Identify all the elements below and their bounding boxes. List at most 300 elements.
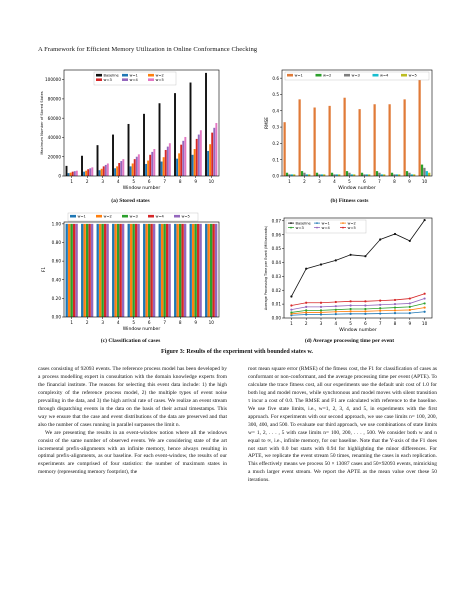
- bar: [195, 224, 197, 317]
- x-tick-label: 2: [304, 321, 308, 326]
- x-tick-label: 2: [85, 320, 89, 325]
- bar: [112, 135, 114, 176]
- bar: [161, 224, 163, 317]
- bar: [120, 161, 122, 176]
- bar: [212, 224, 214, 317]
- data-point: [335, 311, 337, 313]
- x-tick-label: 1: [70, 179, 74, 184]
- bar: [184, 224, 186, 317]
- y-tick-label: 0.20: [51, 295, 61, 301]
- data-point: [320, 306, 322, 308]
- x-axis-label: Window number: [338, 186, 376, 191]
- bar: [165, 150, 167, 176]
- y-tick-label: 0.6: [272, 75, 279, 81]
- data-point: [320, 302, 322, 304]
- legend-label: w=2: [155, 73, 164, 78]
- y-tick-label: 0.01: [271, 301, 281, 307]
- data-point: [364, 255, 366, 257]
- bar: [180, 145, 182, 176]
- legend-marker: [342, 222, 344, 224]
- y-tick-label: 0.04: [271, 260, 281, 266]
- data-point: [409, 306, 411, 308]
- legend-swatch: [96, 74, 102, 77]
- bar: [163, 157, 165, 176]
- legend-marker: [290, 222, 292, 224]
- bar: [130, 224, 132, 317]
- bar: [83, 172, 85, 176]
- data-point: [320, 311, 322, 313]
- bar: [84, 224, 86, 317]
- bar: [122, 159, 124, 176]
- bar: [174, 93, 176, 176]
- bar: [66, 166, 68, 176]
- y-tick-label: 80000: [47, 96, 61, 102]
- bar: [210, 224, 212, 317]
- data-point: [350, 313, 352, 315]
- data-point: [394, 312, 396, 314]
- bar: [208, 224, 210, 317]
- bar: [122, 224, 124, 317]
- legend-label: w=2: [347, 221, 356, 226]
- legend-swatch: [148, 78, 154, 81]
- data-point: [394, 299, 396, 301]
- y-tick-label: 0.40: [51, 277, 61, 283]
- bar: [132, 163, 134, 176]
- y-axis-label: Average Processing Time per Event (Milliseconds): [264, 225, 268, 311]
- bar: [112, 224, 114, 317]
- x-tick-label: 9: [194, 320, 198, 325]
- bar: [192, 155, 194, 176]
- bar: [75, 224, 77, 317]
- x-tick-label: 3: [318, 179, 321, 184]
- bar: [115, 224, 117, 317]
- bar: [404, 99, 406, 176]
- bar: [301, 171, 303, 176]
- bar: [200, 130, 202, 176]
- bar: [205, 224, 207, 317]
- x-axis-label: Window number: [122, 327, 161, 332]
- data-point: [424, 297, 426, 299]
- data-point: [409, 302, 411, 304]
- bar: [153, 149, 155, 176]
- x-tick-label: 4: [333, 179, 336, 184]
- bar: [423, 168, 425, 176]
- bar: [99, 170, 101, 176]
- data-point: [424, 302, 426, 304]
- bar: [148, 224, 150, 317]
- legend-label: w=5: [155, 77, 164, 82]
- bar: [135, 224, 137, 317]
- bar: [426, 171, 428, 176]
- bar: [169, 143, 171, 176]
- bar: [159, 224, 161, 317]
- x-tick-label: 8: [178, 320, 182, 325]
- bar: [346, 171, 348, 176]
- legend-swatch: [96, 215, 102, 218]
- data-point: [379, 300, 381, 302]
- bar: [71, 224, 73, 317]
- y-tick-label: 0.60: [51, 258, 61, 264]
- bar: [87, 169, 89, 176]
- bar: [348, 173, 350, 176]
- data-point: [409, 312, 411, 314]
- legend-swatch: [148, 74, 154, 77]
- bar: [105, 165, 107, 176]
- legend-label: w=4: [129, 77, 138, 82]
- bar: [103, 166, 105, 176]
- chart-processing-time: [262, 212, 437, 337]
- bar: [164, 224, 166, 317]
- data-point: [350, 304, 352, 306]
- bar: [361, 173, 363, 176]
- bar: [128, 224, 130, 317]
- x-axis-label: Window number: [122, 186, 161, 191]
- right-column: [248, 366, 437, 485]
- caption-a: (a) Stored states: [111, 198, 150, 204]
- x-tick-label: 9: [194, 179, 198, 184]
- caption-c: (c) Classification of cases: [100, 338, 161, 344]
- bar: [331, 173, 333, 176]
- bar: [138, 154, 140, 176]
- bar: [161, 162, 163, 176]
- data-point: [305, 313, 307, 315]
- bar: [196, 139, 198, 176]
- y-tick-label: 0.1: [272, 157, 279, 163]
- legend-swatch: [373, 74, 379, 77]
- left-paragraph-2: We are presenting the results in an event-window notion where all the windows consist of the same number of observed events. We are considering state of the art incremental prefix-alignments with an infinite memory, hence always resulting in optimal prefix-alignments, as our baseline. For each event-window, the results of our experiments are comprised of four statistics: the number of maximum states in memory (representing memory footprint), the: [38, 429, 227, 476]
- bar: [190, 83, 192, 176]
- data-point: [394, 309, 396, 311]
- data-point: [305, 309, 307, 311]
- x-tick-label: 9: [408, 321, 412, 326]
- legend-swatch: [70, 215, 76, 218]
- legend-marker: [316, 227, 318, 229]
- bar: [86, 224, 88, 317]
- data-point: [290, 311, 292, 313]
- data-point: [320, 263, 322, 265]
- legend-label: w=5: [408, 73, 417, 78]
- bar: [166, 224, 168, 317]
- legend-marker: [342, 227, 344, 229]
- data-point: [320, 313, 322, 315]
- x-tick-label: 10: [421, 321, 428, 326]
- data-point: [424, 306, 426, 308]
- bar: [178, 153, 180, 176]
- bar: [215, 123, 217, 176]
- data-point: [335, 305, 337, 307]
- legend-swatch: [287, 74, 293, 77]
- bar: [74, 171, 76, 176]
- x-tick-label: 1: [288, 179, 291, 184]
- bar: [91, 224, 93, 317]
- bar: [147, 161, 149, 176]
- legend-label: w=5: [347, 225, 356, 230]
- data-point: [379, 312, 381, 314]
- legend-marker: [316, 222, 318, 224]
- x-tick-label: 7: [163, 179, 167, 184]
- y-tick-label: 0.3: [272, 124, 279, 130]
- bar: [128, 124, 130, 176]
- bar: [118, 163, 120, 176]
- y-tick-label: 0.80: [51, 240, 61, 246]
- bar: [192, 224, 194, 317]
- data-point: [364, 304, 366, 306]
- bar: [316, 173, 318, 176]
- bar: [116, 166, 118, 176]
- bar: [207, 151, 209, 176]
- caption-d: (d) Average processing time per event: [304, 338, 395, 344]
- bar: [159, 103, 161, 176]
- bar: [299, 99, 301, 176]
- chart-stored-states: [38, 66, 223, 194]
- bar: [133, 224, 135, 317]
- bar: [421, 165, 423, 176]
- data-point: [394, 233, 396, 235]
- bar: [168, 224, 170, 317]
- bar: [314, 108, 316, 176]
- data-point: [364, 308, 366, 310]
- legend-label: w=4: [155, 214, 164, 219]
- x-tick-label: 8: [178, 179, 182, 184]
- chart-classification: [38, 212, 223, 337]
- legend-label: w=1: [129, 73, 138, 78]
- x-tick-label: 10: [208, 320, 214, 325]
- data-point: [290, 304, 292, 306]
- bar: [215, 224, 217, 317]
- x-tick-label: 10: [208, 179, 214, 184]
- bar: [130, 166, 132, 176]
- bar: [143, 224, 145, 317]
- bar: [376, 171, 378, 176]
- x-tick-label: 3: [319, 321, 323, 326]
- legend-swatch: [148, 215, 154, 218]
- bar: [205, 73, 207, 176]
- bar: [176, 159, 178, 176]
- legend-swatch: [122, 78, 128, 81]
- data-point: [350, 300, 352, 302]
- bar: [378, 173, 380, 176]
- bar: [66, 224, 68, 317]
- data-point: [364, 313, 366, 315]
- x-tick-label: 3: [101, 320, 105, 325]
- data-point: [409, 297, 411, 299]
- legend-label: Baseline: [295, 221, 311, 226]
- bar: [106, 224, 108, 317]
- y-axis-label: F1: [41, 266, 46, 273]
- bar: [146, 224, 148, 317]
- bar: [81, 224, 83, 317]
- data-point: [409, 240, 411, 242]
- bar: [119, 224, 121, 317]
- x-tick-label: 6: [364, 321, 367, 326]
- bar: [97, 224, 99, 317]
- x-tick-label: 7: [378, 179, 381, 184]
- right-paragraph-1: root mean square error (RMSE) of the fitness cost, the F1 for classification of cases as conformant or non-conformant, and the average processing time per event (APTE). To calculate the trace fitness cost, all our experiments use the default unit cost of 1.0 for both log and model moves, while synchronous and model moves with silent transition τ incur a cost of 0.0. The RMSE and F1 are calculated with reference to the baseline. We use five state limits, i.e., w=1, 2, 3, 4, and 5, in experiments with the first approach. For experiments with our second approach, we use case limits n= 100, 200, 300, 400, and 500. To evaluate our third approach, we use combinations of state limits w= 1, 2, . . . , 5 with case limits n= 100, 200, . . . , 500. We consider both w and n equal to ∞, i.e., infinite memory, for our baseline. Note that the Y-axis of the F1 does not start with 0.0 but starts with 0.94 for highlighting the minor differences. For APTE, we replicate the event stream 50 times, renaming the cases in each replication. This effectively means we process 50 × 13087 cases and 50×92093 events, mimicking a much larger event stream. We report the APTE as the mean value over these 50 iterations.: [248, 366, 437, 484]
- data-point: [320, 309, 322, 311]
- bar: [406, 171, 408, 176]
- data-point: [364, 300, 366, 302]
- y-tick-label: 0.02: [271, 287, 281, 293]
- bar: [179, 224, 181, 317]
- figure-caption: Figure 3: Results of the experiment with bounded states w.: [161, 349, 313, 355]
- bar: [197, 224, 199, 317]
- legend-label: w=2: [323, 73, 332, 78]
- legend-label: w=3: [351, 73, 360, 78]
- plot-frame: [282, 70, 432, 176]
- bar: [174, 224, 176, 317]
- data-point: [335, 301, 337, 303]
- data-point: [409, 309, 411, 311]
- legend-label: w=3: [129, 214, 138, 219]
- data-point: [305, 268, 307, 270]
- x-tick-label: 2: [303, 179, 306, 184]
- legend-swatch: [96, 78, 102, 81]
- bar: [198, 135, 200, 176]
- bar: [153, 224, 155, 317]
- x-tick-label: 7: [378, 321, 382, 326]
- left-column: [38, 366, 227, 477]
- bar: [136, 157, 138, 176]
- bar: [213, 128, 215, 176]
- legend-swatch: [316, 74, 322, 77]
- legend-marker: [290, 227, 292, 229]
- y-tick-label: 20000: [47, 154, 61, 160]
- data-point: [394, 306, 396, 308]
- legend-swatch: [401, 74, 407, 77]
- x-tick-label: 10: [421, 179, 428, 184]
- legend-swatch: [344, 74, 350, 77]
- y-tick-label: 0.5: [272, 92, 279, 98]
- bar: [408, 173, 410, 176]
- bar: [149, 155, 151, 176]
- bar: [97, 145, 99, 176]
- data-point: [424, 219, 426, 221]
- x-tick-label: 6: [147, 179, 151, 184]
- legend-label: w=3: [295, 225, 304, 230]
- y-tick-label: 0.0: [272, 173, 279, 179]
- x-tick-label: 4: [116, 320, 120, 325]
- data-point: [379, 304, 381, 306]
- x-tick-label: 3: [101, 179, 105, 184]
- bar: [117, 224, 119, 317]
- caption-b: (b) Fitness costs: [330, 198, 369, 204]
- bar: [190, 224, 192, 317]
- legend-label: w=4: [321, 225, 330, 230]
- bar: [286, 173, 288, 176]
- bar: [134, 159, 136, 176]
- data-point: [350, 254, 352, 256]
- y-tick-label: 0.07: [271, 218, 281, 224]
- data-point: [305, 306, 307, 308]
- y-tick-label: 0.06: [271, 232, 281, 238]
- bar: [85, 171, 87, 176]
- data-point: [379, 238, 381, 240]
- bar: [151, 152, 153, 176]
- data-point: [364, 310, 366, 312]
- bar: [73, 224, 75, 317]
- data-point: [379, 310, 381, 312]
- y-tick-label: 40000: [47, 135, 61, 141]
- bar: [145, 164, 147, 176]
- y-axis-label: RMSE: [264, 117, 269, 129]
- legend-label: w=2: [103, 214, 112, 219]
- legend-label: Baseline: [103, 73, 119, 78]
- bar: [177, 224, 179, 317]
- x-axis-label: Window number: [339, 328, 377, 333]
- bar: [114, 168, 116, 176]
- bar: [88, 224, 90, 317]
- legend-label: w=1: [77, 214, 86, 219]
- legend-label: w=4: [380, 73, 389, 78]
- bar: [329, 106, 331, 176]
- bar: [194, 149, 196, 176]
- y-tick-label: 60000: [47, 115, 61, 121]
- bar: [76, 171, 78, 176]
- bar: [107, 163, 109, 176]
- y-tick-label: 0.00: [51, 314, 61, 320]
- bar: [167, 147, 169, 176]
- x-tick-label: 1: [70, 320, 74, 325]
- x-tick-label: 9: [408, 179, 411, 184]
- y-tick-label: 0: [58, 173, 61, 179]
- bar: [81, 156, 83, 176]
- series-line: [291, 299, 424, 310]
- y-tick-label: 0.03: [271, 273, 281, 279]
- bar: [211, 133, 213, 176]
- x-tick-label: 7: [163, 320, 167, 325]
- data-point: [379, 307, 381, 309]
- data-point: [335, 313, 337, 315]
- data-point: [290, 309, 292, 311]
- bar: [89, 168, 91, 176]
- bar: [344, 98, 346, 176]
- data-point: [424, 293, 426, 295]
- running-head: A Framework for Efficient Memory Utilization in Online Conformance Checking: [38, 46, 258, 53]
- legend-label: w=5: [181, 214, 190, 219]
- bar: [182, 141, 184, 176]
- bar: [150, 224, 152, 317]
- x-tick-label: 6: [147, 320, 151, 325]
- x-tick-label: 2: [85, 179, 89, 184]
- y-tick-label: 0.2: [272, 140, 279, 146]
- x-tick-label: 5: [132, 179, 136, 184]
- bar: [99, 224, 101, 317]
- y-axis-label: Maximum Number of Stored States: [40, 91, 44, 155]
- left-paragraph-1: cases consisting of 92093 events. The reference process model has been developed by a process modelling expert in consultation with the domain knowledge experts from the financial institute. The reasons for selecting this event data include: 1) the high complexity of the reference process model, 2) the multiple types of event noise prevailing in the data, and 3) the high arrival rate of cases. We realize an event stream through dispatching events in the data on the basis of their actual timestamps. This way we ensure that the case and event distributions of the data are preserved and that also the number of cases running in parallel surpasses the limit n.: [38, 366, 227, 428]
- bar: [137, 224, 139, 317]
- bar: [104, 224, 106, 317]
- y-tick-label: 0.4: [272, 108, 279, 114]
- legend-swatch: [122, 74, 128, 77]
- bar: [374, 104, 376, 176]
- y-tick-label: 1.00: [51, 221, 61, 227]
- legend-label: w=1: [294, 73, 303, 78]
- bar: [101, 169, 103, 176]
- bar: [184, 137, 186, 176]
- x-tick-label: 1: [290, 321, 293, 326]
- x-tick-label: 5: [349, 321, 352, 326]
- x-tick-label: 6: [363, 179, 366, 184]
- chart-fitness-costs: [262, 66, 437, 194]
- legend-swatch: [122, 215, 128, 218]
- y-tick-label: 0.00: [271, 315, 281, 321]
- data-point: [335, 259, 337, 261]
- legend-label: w=3: [103, 77, 112, 82]
- bar: [91, 167, 93, 176]
- bar: [143, 114, 145, 176]
- data-point: [350, 310, 352, 312]
- data-point: [424, 311, 426, 313]
